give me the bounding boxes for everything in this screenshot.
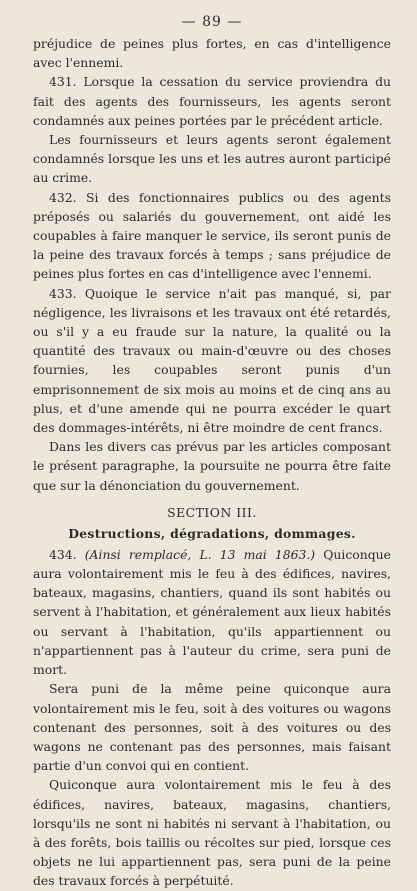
paragraph-continuation [33, 34, 391, 72]
article-number: 431. [49, 74, 77, 90]
section-title: SECTION III. [167, 504, 257, 520]
paragraph-text: Lorsque la cessation du service proviendra du fait des agents des fournisseurs, les agents seront condamnés aux peines portées par le précédent article. [33, 74, 391, 128]
paragraph [33, 437, 391, 495]
paragraph-text: Si des fonctionnaires publics ou des agents préposés ou salariés du gouvernement, ont aidé les coupables à faire manquer le service, ils seront punis de la peine des travaux forcés à temps ; sans préjudice de peines plus fortes en cas d'intelligence avec l'ennemi. [33, 189, 391, 282]
section-subtitle: Destructions, dégradations, dommages. [68, 525, 356, 541]
paragraph-text: Les fournisseurs et leurs agents seront également condamnés lorsque les uns et les autres auront participé au crime. [33, 132, 391, 186]
paragraph [33, 130, 391, 188]
article-433 [33, 284, 391, 438]
paragraph-text: Quiconque aura volontairement mis le feu à des édifices, navires, bateaux, magasins, chantiers, quand ils sont habités ou servent à l'habitation, et généralement aux lieux habités ou servant à l'habitation, qu'ils appartiennent ou n'appartiennent pas à l'auteur du crime, sera puni de mort. [33, 546, 391, 678]
article-number: 432. [49, 189, 77, 205]
paragraph-text: préjudice de peines plus fortes, en cas d'intelligence avec l'ennemi. [33, 36, 391, 71]
paragraph-text: Dans les divers cas prévus par les articles composant le présent paragraphe, la poursuite ne pourra être faite que sur la dénonciation du gouvernement. [33, 439, 391, 493]
paragraph-text: Quoique le service n'ait pas manqué, si, par négligence, les livraisons et les travaux ont été retardés, ou s'il y a eu fraude sur la nature, la qualité ou la quantité des travaux ou main-d'œuvre ou des choses fournies, les coupables seront punis d'un emprisonnement de six mois au moins et de cinq ans au plus, et d'une amende qui ne pourra excéder le quart des dommages-intérêts, ni être moindre de cent francs. [33, 285, 391, 436]
page-number: — 89 — [181, 14, 243, 30]
paragraph [33, 775, 391, 890]
article-434 [33, 545, 391, 679]
paragraph [33, 679, 391, 775]
article-note: (Ainsi remplacé, L. 13 mai 1863.) [84, 546, 316, 562]
article-number: 434. [49, 546, 77, 562]
article-number: 433. [49, 285, 77, 301]
paragraph-text: Quiconque aura volontairement mis le feu à des édifices, navires, bateaux, magasins, chantiers, lorsqu'ils ne sont ni habités ni servant à l'habitation, ou à des forêts, bois taillis ou récoltes sur pied, lorsque ces objets ne lui appartiennent pas, sera puni de la peine des travaux forcés à perpétuité. [33, 777, 391, 889]
paragraph-text: Sera puni de la même peine quiconque aura volontairement mis le feu, soit à des voitures ou wagons contenant des personnes, soit à des voitures ou des wagons ne contenant pas des personnes, mais faisant partie d'un convoi qui en contient. [33, 681, 391, 774]
article-431 [33, 72, 391, 130]
article-432 [33, 188, 391, 284]
